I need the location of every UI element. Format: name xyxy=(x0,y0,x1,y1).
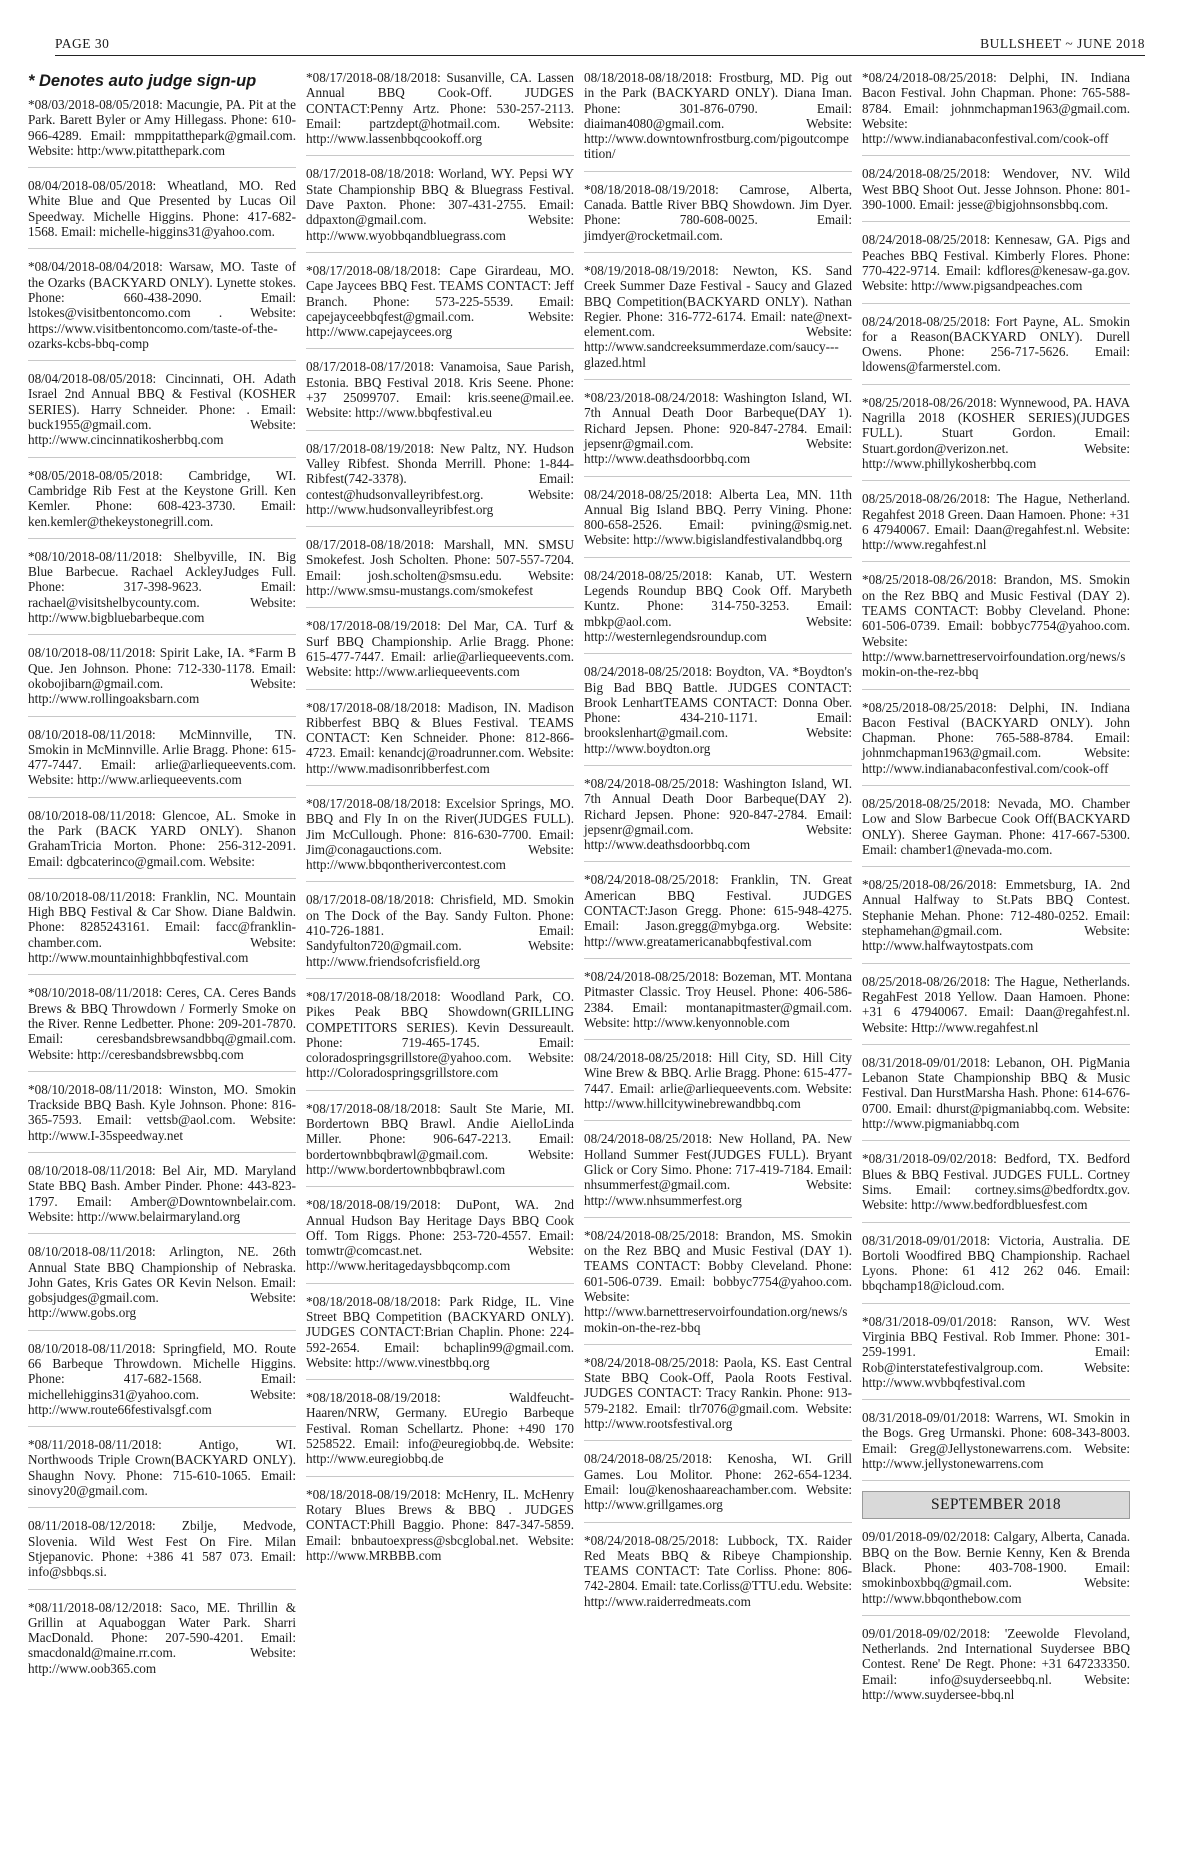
event-listing: *08/04/2018-08/04/2018: Warsaw, MO. Taste of the Ozarks (BACKYARD ONLY). Lynette stokes. Phone: 660-438-2090. Email: lstokes@visitbentoncomo.com . Website: https://www.visitbentoncomo.com/taste-of-the-ozarks-kcbs-bbq-comp xyxy=(28,259,296,361)
event-listing: *08/23/2018-08/24/2018: Washington Island, WI. 7th Annual Death Door Barbeque(DAY 1). Richard Jepsen. Phone: 920-847-2784. Email: jepsenr@gmail.com. Website: http://www.deathsdoorbbq.com xyxy=(584,390,852,476)
event-listing: *08/24/2018-08/25/2018: Brandon, MS. Smokin on the Rez BBQ and Music Festival (DAY 1). TEAMS CONTACT: Bobby Cleveland. Phone: 601-506-0739. Email: bobbyc7754@yahoo.com. Website: http://www.barnettreservoirfoundation.org/news/smokin-on-the-rez-bbq xyxy=(584,1228,852,1345)
event-listing: *08/24/2018-08/25/2018: Paola, KS. East Central State BBQ Cook-Off, Paola Roots Festival. JUDGES CONTACT: Tracy Rankin. Phone: 913-579-2182. Email: tlr7076@gmail.com. Website: http://www.rootsfestival.org xyxy=(584,1355,852,1441)
event-listing: 08/24/2018-08/25/2018: Kanab, UT. Western Legends Roundup BBQ Cook Off. Marybeth Kuntz. Phone: 314-750-3253. Email: mbkp@aol.com. Website: http://westernlegendsroundup.com xyxy=(584,568,852,654)
event-listing: *08/17/2018-08/18/2018: Woodland Park, CO. Pikes Peak BBQ Showdown(GRILLING COMPETITORS SERIES). Kevin Dessureault. Phone: 719-465-1745. Email: coloradospringsgrillstore@yahoo.com. Website: http://Coloradospringsgrillstore.com xyxy=(306,989,574,1091)
event-listing: *08/24/2018-08/25/2018: Delphi, IN. Indiana Bacon Festival. John Chapman. Phone: 765-588-8784. Email: johnmchapman1963@gmail.com. Website: http://www.indianabaconfestival.com/cook-off xyxy=(862,70,1130,156)
event-listing: *08/31/2018-09/02/2018: Bedford, TX. Bedford Blues & BBQ Festival. JUDGES FULL. Cortney Sims. Email: cortney.sims@bedfordtx.gov. Website: http://www.bedfordbluesfest.com xyxy=(862,1151,1130,1222)
event-listing: *08/24/2018-08/25/2018: Washington Island, WI. 7th Annual Death Door Barbeque(DAY 2). Richard Jepsen. Phone: 920-847-2784. Email: jepsenr@gmail.com. Website: http://www.deathsdoorbbq.com xyxy=(584,776,852,862)
event-listing: *08/18/2018-08/19/2018: McHenry, IL. McHenry Rotary Blues Brews & BBQ . JUDGES CONTACT:Phill Baggio. Phone: 847-347-5859. Email: bnbautoexpress@sbcglobal.net. Website: http://www.MRBBB.com xyxy=(306,1486,574,1563)
event-listing: *08/25/2018-08/25/2018: Delphi, IN. Indiana Bacon Festival (BACKYARD ONLY). John Chapman. Phone: 765-588-8784. Email: johnmchapman1963@gmail.com. Website: http://www.indianabaconfestival.com/cook-off xyxy=(862,700,1130,786)
event-listing: *08/25/2018-08/26/2018: Wynnewood, PA. HAVA Nagrilla 2018 (KOSHER SERIES)(JUDGES FULL). Stuart Gordon. Email: Stuart.gordon@verizon.net. Website: http://www.phillykosherbbq.com xyxy=(862,395,1130,481)
event-listing: *08/18/2018-08/19/2018: DuPont, WA. 2nd Annual Hudson Bay Heritage Days BBQ Cook Off. Tom Riggs. Phone: 253-720-4557. Email: tomwtr@comcast.net. Website: http://www.heritagedaysbbqcomp.com xyxy=(306,1197,574,1283)
event-listing: 09/01/2018-09/02/2018: 'Zeewolde Flevoland, Netherlands. 2nd International Suydersee BBQ Contest. Rene' De Regt. Phone: +31 647233350. Email: info@suyderseebbq.nl. Website: http://www.suydersee-bbq.nl xyxy=(862,1625,1130,1703)
event-listing: 08/24/2018-08/25/2018: Kennesaw, GA. Pigs and Peaches BBQ Festival. Kimberly Flores. Phone: 770-422-9714. Email: kdflores@kenesaw-ga.gov. Website: http://www.pigsandpeaches.com xyxy=(862,232,1130,303)
event-listing: *08/11/2018-08/12/2018: Saco, ME. Thrillin & Grillin at Aquaboggan Water Park. Sharri MacDonald. Phone: 207-590-4201. Email: smacdonald@maine.rr.com. Website: http://www.oob365.com xyxy=(28,1599,296,1676)
event-listing: 08/17/2018-08/18/2018: Marshall, MN. SMSU Smokefest. Josh Scholten. Phone: 507-557-7204. Email: josh.scholten@smsu.edu. Website: http://www.smsu-mustangs.com/smokefest xyxy=(306,537,574,608)
event-listing: *08/25/2018-08/26/2018: Emmetsburg, IA. 2nd Annual Halfway to St.Pats BBQ Contest. Stephanie Mehan. Phone: 712-480-0252. Email: stephamehan@gmail.com. Website: http://www.halfwaytostpats.com xyxy=(862,877,1130,963)
event-listing: 08/31/2018-09/01/2018: Lebanon, OH. PigMania Lebanon State Championship BBQ & Music Festival. Dan HurstMarsha Hash. Phone: 614-676-0700. Email: dhurst@pigmaniabbq.com. Website: http://www.pigmaniabbq.com xyxy=(862,1055,1130,1141)
event-listing: 08/31/2018-09/01/2018: Victoria, Australia. DE Bortoli Woodfired BBQ Championship. Rachael Lyons. Phone: 61 412 262 046. Email: bbqchamp18@icloud.com. xyxy=(862,1233,1130,1304)
event-listing: *08/17/2018-08/18/2018: Cape Girardeau, MO. Cape Jaycees BBQ Fest. TEAMS CONTACT: Jeff Branch. Phone: 573-225-5539. Email: capejayceebbqfest@gmail.com. Website: http://www.capejaycees.org xyxy=(306,263,574,349)
event-listing: 08/31/2018-09/01/2018: Warrens, WI. Smokin in the Bogs. Greg Urmanski. Phone: 608-343-8003. Email: Greg@Jellystonewarrens.com. Website: http://www.jellystonewarrens.com xyxy=(862,1410,1130,1481)
publication-title: BULLSHEET ~ JUNE 2018 xyxy=(980,36,1145,51)
event-listing: 08/10/2018-08/11/2018: Arlington, NE. 26th Annual State BBQ Championship of Nebraska. John Gates, Kris Gates OR Kevin Nelson. Email: gobsjudges@gmail.com. Website: http://www.gobs.org xyxy=(28,1244,296,1330)
auto-judge-note: * Denotes auto judge sign-up xyxy=(28,72,257,90)
event-listing: 08/24/2018-08/25/2018: Fort Payne, AL. Smokin for a Reason(BACKYARD ONLY). Durell Owens. Phone: 256-717-5626. Email: ldowens@farmerstel.com. xyxy=(862,314,1130,385)
event-listing: 08/24/2018-08/25/2018: Alberta Lea, MN. 11th Annual Big Island BBQ. Perry Vining. Phone: 800-658-2526. Email: pvining@smig.net. Website: http://www.bigislandfestivalandbbq.org xyxy=(584,487,852,558)
event-listing: *08/17/2018-08/18/2018: Susanville, CA. Lassen Annual BBQ Cook-Off. JUDGES CONTACT:Penny Artz. Phone: 530-257-2113. Email: partzdept@hotmail.com. Website: http://www.lassenbbqcookoff.org xyxy=(306,70,574,156)
event-listing: 08/17/2018-08/17/2018: Vanamoisa, Saue Parish, Estonia. BBQ Festival 2018. Kris Seene. Phone: +37 25099707. Email: kris.seene@mail.ee. Website: http://www.bbqfestival.eu xyxy=(306,359,574,430)
event-listing: 08/10/2018-08/11/2018: Bel Air, MD. Maryland State BBQ Bash. Amber Pinder. Phone: 443-823-1797. Email: Amber@Downtownbelair.com. Website: http://www.belairmaryland.org xyxy=(28,1163,296,1234)
event-listing: *08/17/2018-08/18/2018: Sault Ste Marie, MI. Bordertown BBQ Brawl. Andie AielloLinda Miller. Phone: 906-647-2213. Email: bordertownbbqbrawl@gmail.com. Website: http://www.bordertownbbqbrawl.com xyxy=(306,1101,574,1187)
page-number: PAGE 30 xyxy=(55,36,110,51)
event-listing: *08/18/2018-08/19/2018: Camrose, Alberta, Canada. Battle River BBQ Showdown. Jim Dyer. Phone: 780-608-0025. Email: jimdyer@rocketmail.com. xyxy=(584,182,852,253)
event-listing: *08/05/2018-08/05/2018: Cambridge, WI. Cambridge Rib Fest at the Keystone Grill. Ken Kemler. Phone: 608-423-3730. Email: ken.kemler@thekeystonegrill.com. xyxy=(28,468,296,539)
event-listing: *08/25/2018-08/26/2018: Brandon, MS. Smokin on the Rez BBQ and Music Festival (DAY 2). TEAMS CONTACT: Bobby Cleveland. Phone: 601-506-0739. Email: bobbyc7754@yahoo.com. Website: http://www.barnettreservoirfoundation.org/news/smokin-on-the-rez-bbq xyxy=(862,572,1130,689)
event-listing: 08/24/2018-08/25/2018: Boydton, VA. *Boydton's Big Bad BBQ Battle. JUDGES CONTACT: Brook LenhartTEAMS CONTACT: Donna Ober. Phone: 434-210-1171. Email: brookslenhart@gmail.com. Website: http://www.boydton.org xyxy=(584,664,852,766)
event-listing: *08/17/2018-08/18/2018: Excelsior Springs, MO. BBQ and Fly In on the River(JUDGES FULL). Jim McCullough. Phone: 816-630-7700. Email: Jim@conagauctions.com. Website: http://www.bbqontherivercontest.com xyxy=(306,796,574,882)
column-2 xyxy=(306,70,574,1582)
event-listing: *08/18/2018-08/18/2018: Park Ridge, IL. Vine Street BBQ Competition (BACKYARD ONLY). JUDGES CONTACT:Brian Chaplin. Phone: 224-592-2654. Email: bchaplin99@gmail.com. Website: http://www.vinestbbq.org xyxy=(306,1294,574,1380)
event-listing: 08/10/2018-08/11/2018: Glencoe, AL. Smoke in the Park (BACK YARD ONLY). Shanon GrahamTricia Morton. Phone: 256-312-2091. Email: dgbcaterinco@gmail.com. Website: xyxy=(28,808,296,879)
section-heading-september: SEPTEMBER 2018 xyxy=(862,1491,1130,1519)
event-listing: *08/03/2018-08/05/2018: Macungie, PA. Pit at the Park. Barett Byler or Amy Hillegass. Phone: 610-966-4289. Email: mmppitatthepark@gmail.com. Website: http:/www.pitatthepark.com xyxy=(28,97,296,168)
event-listing: 08/25/2018-08/25/2018: Nevada, MO. Chamber Low and Slow Barbecue Cook Off(BACKYARD ONLY). Sheree Gayman. Phone: 417-667-5300. Email: chamber1@nevada-mo.com. xyxy=(862,796,1130,867)
event-listing: 08/10/2018-08/11/2018: McMinnville, TN. Smokin in McMinnville. Arlie Bragg. Phone: 615-477-7447. Email: arlie@arliequeevents.com. Website: http://www.arliequeevents.com xyxy=(28,727,296,798)
event-listing: 09/01/2018-09/02/2018: Calgary, Alberta, Canada. BBQ on the Bow. Bernie Kenny, Ken & Brenda Black. Phone: 403-708-1900. Email: smokinboxbbq@gmail.com. Website: http://www.bbqonthebow.com xyxy=(862,1529,1130,1615)
event-listing: *08/10/2018-08/11/2018: Shelbyville, IN. Big Blue Barbecue. Rachael AckleyJudges Full. Phone: 317-398-9623. Email: rachael@visitshelbycounty.com. Website: http://www.bigbluebarbeque.com xyxy=(28,549,296,635)
event-listing: 08/10/2018-08/11/2018: Franklin, NC. Mountain High BBQ Festival & Car Show. Diane Baldwin. Phone: 8285243161. Email: facc@franklin-chamber.com. Website: http://www.mountainhighbbqfestival.com xyxy=(28,889,296,975)
event-listing: 08/04/2018-08/05/2018: Wheatland, MO. Red White Blue and Que Presented by Lucas Oil Speedway. Michelle Higgins. Phone: 417-682-1568. Email: michelle-higgins31@yahoo.com. xyxy=(28,178,296,249)
event-listing: *08/24/2018-08/25/2018: Bozeman, MT. Montana Pitmaster Classic. Troy Heusel. Phone: 406-586-2384. Email: montanapitmaster@gmail.com. Website: http://www.kenyonnoble.com xyxy=(584,969,852,1040)
event-listing: 08/25/2018-08/26/2018: The Hague, Netherlands. RegahFest 2018 Yellow. Daan Hamoen. Phone: +31 6 47940067. Email: Daan@regahfest.nl. Website: Http://www.regahfest.nl xyxy=(862,974,1130,1045)
event-listing: *08/18/2018-08/19/2018: Waldfeucht-Haaren/NRW, Germany. EUregio Barbeque Festival. Roman Schellartz. Phone: +490 170 5258522. Email: info@euregiobbq.de. Website: http://www.euregiobbq.de xyxy=(306,1390,574,1476)
event-listing: *08/10/2018-08/11/2018: Winston, MO. Smokin Trackside BBQ Bash. Kyle Johnson. Phone: 816-365-7593. Email: vettsb@aol.com. Website: http://www.I-35speedway.net xyxy=(28,1082,296,1153)
header-rule xyxy=(55,55,1145,56)
event-listing: *08/31/2018-09/01/2018: Ranson, WV. West Virginia BBQ Festival. Rob Immer. Phone: 301-259-1991. Email: Rob@interstatefestivalgroup.com. Website: http://www.wvbbqfestival.com xyxy=(862,1314,1130,1400)
column-4 xyxy=(862,70,1130,1721)
event-listing: *08/11/2018-08/11/2018: Antigo, WI. Northwoods Triple Crown(BACKYARD ONLY). Shaughn Novy. Phone: 715-610-1065. Email: sinovy20@gmail.com. xyxy=(28,1437,296,1508)
event-listing: 08/17/2018-08/18/2018: Chrisfield, MD. Smokin on The Dock of the Bay. Sandy Fulton. Phone: 410-726-1881. Email: Sandyfulton720@gmail.com. Website: http://www.friendsofcrisfield.org xyxy=(306,892,574,978)
event-listing: 08/17/2018-08/18/2018: Worland, WY. Pepsi WY State Championship BBQ & Bluegrass Festival. Dave Paxton. Phone: 307-431-2755. Email: ddpaxton@gmail.com. Website: http://www.wyobbqandbluegrass.com xyxy=(306,166,574,252)
column-1 xyxy=(28,70,296,1695)
event-listing: 08/24/2018-08/25/2018: New Holland, PA. New Holland Summer Fest(JUDGES FULL). Bryant Glick or Cory Simo. Phone: 717-419-7184. Email: nhsummerfest@gmail.com. Website: http://www.nhsummerfest.org xyxy=(584,1131,852,1217)
event-listing: *08/17/2018-08/18/2018: Madison, IN. Madison Ribberfest BBQ & Blues Festival. TEAMS CONTACT: Ken Schneider. Phone: 812-866-4723. Email: kenandcj@roadrunner.com. Website: http://www.madisonribberfest.com xyxy=(306,700,574,786)
event-listing: *08/17/2018-08/19/2018: Del Mar, CA. Turf & Surf BBQ Championship. Arlie Bragg. Phone: 615-477-7447. Email: arlie@arliequeevents.com. Website: http://www.arliequeevents.com xyxy=(306,618,574,689)
event-listing: *08/10/2018-08/11/2018: Ceres, CA. Ceres Bands Brews & BBQ Throwdown / Formerly Smoke on the River. Renne Ledbetter. Phone: 209-201-7870. Email: ceresbandsbrewsandbbq@gmail.com. Website: http://ceresbandsbrewsbbq.com xyxy=(28,985,296,1071)
page-header xyxy=(55,36,1145,56)
event-listing: 08/24/2018-08/25/2018: Hill City, SD. Hill City Wine Brew & BBQ. Arlie Bragg. Phone: 615-477-7447. Email: arlie@arliequeevents.com. Website: http://www.hillcitywinebrewandbbq.com xyxy=(584,1050,852,1121)
event-listing: 08/10/2018-08/11/2018: Spirit Lake, IA. *Farm B Que. Jen Johnson. Phone: 712-330-1178. Email: okobojibarn@gmail.com. Website: http://www.rollingoaksbarn.com xyxy=(28,645,296,716)
event-listing: 08/18/2018-08/18/2018: Frostburg, MD. Pig out in the Park (BACKYARD ONLY). Diana Iman. Phone: 301-876-0790. Email: diaiman4080@gmail.com. Website: http://www.downtownfrostburg.com/pigoutcompetition/ xyxy=(584,70,852,172)
event-listing: 08/25/2018-08/26/2018: The Hague, Netherland. Regahfest 2018 Green. Daan Hamoen. Phone: +31 6 47940067. Email: Daan@regahfest.nl. Website: http://www.regahfest.nl xyxy=(862,491,1130,562)
column-3 xyxy=(584,70,852,1628)
event-listing: *08/24/2018-08/25/2018: Franklin, TN. Great American BBQ Festival. JUDGES CONTACT:Jason Gregg. Phone: 615-948-4275. Email: Jason.gregg@mybga.org. Website: http://www.greatamericanabbqfestival.com xyxy=(584,872,852,958)
event-listing: 08/04/2018-08/05/2018: Cincinnati, OH. Adath Israel 2nd Annual BBQ & Festival (KOSHER SERIES). Harry Schneider. Phone: . Email: buck1955@gmail.com. Website: http://www.cincinnatikosherbbq.com xyxy=(28,371,296,457)
event-listing: 08/24/2018-08/25/2018: Kenosha, WI. Grill Games. Lou Molitor. Phone: 262-654-1234. Email: lou@kenoshaareachamber.com. Website: http://www.grillgames.org xyxy=(584,1451,852,1522)
event-listing: 08/10/2018-08/11/2018: Springfield, MO. Route 66 Barbeque Throwdown. Michelle Higgins. Phone: 417-682-1568. Email: michellehiggins31@yahoo.com. Website: http://www.route66festivalsgf.com xyxy=(28,1341,296,1427)
event-listing: *08/24/2018-08/25/2018: Lubbock, TX. Raider Red Meats BBQ & Ribeye Championship. TEAMS CONTACT: Tate Corliss. Phone: 806-742-2804. Email: tate.Corliss@TTU.edu. Website: http://www.raiderredmeats.com xyxy=(584,1532,852,1609)
event-listing: 08/17/2018-08/19/2018: New Paltz, NY. Hudson Valley Ribfest. Shonda Merrill. Phone: 1-844-Ribfest(742-3378). Email: contest@hudsonvalleyribfest.org. Website: http://www.hudsonvalleyribfest.org xyxy=(306,441,574,527)
event-listing: *08/19/2018-08/19/2018: Newton, KS. Sand Creek Summer Daze Festival - Saucy and Glazed BBQ Competition(BACKYARD ONLY). Nathan Regier. Phone: 316-772-6174. Email: nate@next-element.com. Website: http://www.sandcreeksummerdaze.com/saucy---glazed.html xyxy=(584,263,852,380)
event-listing: 08/11/2018-08/12/2018: Zbilje, Medvode, Slovenia. Wild West Fest On Fire. Milan Stjepanovic. Phone: +386 41 587 073. Email: info@sbbqs.si. xyxy=(28,1518,296,1589)
event-listing: 08/24/2018-08/25/2018: Wendover, NV. Wild West BBQ Shoot Out. Jesse Johnson. Phone: 801-390-1000. Email: jesse@bigjohnsonsbbq.com. xyxy=(862,166,1130,222)
